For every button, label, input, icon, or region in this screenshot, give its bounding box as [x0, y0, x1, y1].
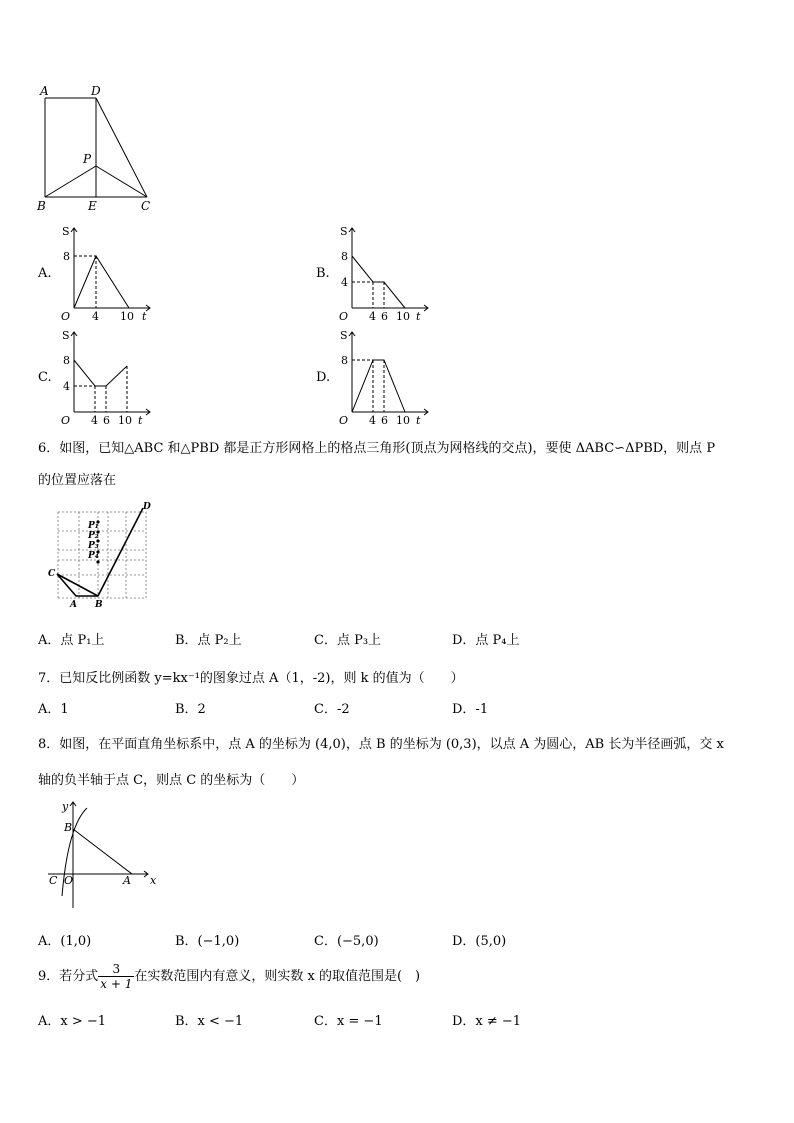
q7-option-c[interactable]: C．-2 — [314, 702, 350, 717]
axis-s-label: S — [340, 225, 348, 238]
label-B: B — [37, 199, 46, 213]
origin-label: O — [61, 414, 71, 426]
axis-s-label: S — [62, 225, 70, 238]
q6-option-a[interactable]: A．点 P₁上 — [38, 633, 105, 648]
label-B: B — [64, 821, 73, 834]
label-P4: P₄ — [88, 551, 99, 561]
label-C: C — [48, 569, 56, 579]
origin-label: O — [339, 414, 349, 426]
graph-option-c — [58, 326, 158, 426]
tick-y-4: 4 — [341, 276, 348, 289]
q9-prefix: 9．若分式 — [38, 969, 99, 984]
tick-y-4: 4 — [63, 380, 70, 393]
q7-option-b[interactable]: B．2 — [175, 702, 206, 717]
q8-option-c[interactable]: C．(−5,0) — [314, 934, 379, 949]
graph-option-b — [336, 222, 436, 322]
label-C: C — [141, 199, 151, 213]
axis-x-label: x — [150, 874, 157, 887]
q8-option-b[interactable]: B．(−1,0) — [175, 934, 240, 949]
tick-y-8: 8 — [341, 354, 348, 367]
tick-x-10: 10 — [120, 310, 134, 322]
q8-option-d[interactable]: D．(5,0) — [452, 934, 507, 949]
fraction-denominator: x + 1 — [100, 977, 133, 991]
origin-label: O — [61, 310, 71, 322]
option-c-label[interactable]: C. — [38, 370, 52, 385]
tick-x-6: 6 — [381, 414, 388, 426]
q7-option-a[interactable]: A．1 — [38, 702, 69, 717]
label-A: A — [123, 874, 131, 887]
axis-t-label: t — [416, 310, 421, 322]
option-b-label[interactable]: B. — [316, 266, 330, 281]
label-A: A — [40, 84, 49, 98]
origin-label: O — [339, 310, 349, 322]
q7-text: 7．已知反比例函数 y=kx⁻¹的图象过点 A（1，-2)，则 k 的值为（ ） — [38, 671, 464, 686]
q8-text-line2: 轴的负半轴于点 C，则点 C 的坐标为（ ） — [38, 773, 305, 788]
tick-y-8: 8 — [341, 250, 348, 263]
option-d-label[interactable]: D. — [316, 370, 331, 385]
label-P: P — [83, 152, 92, 166]
tick-x-10: 10 — [396, 414, 410, 426]
fraction-numerator: 3 — [98, 962, 134, 977]
q7-option-d[interactable]: D．-1 — [452, 702, 489, 717]
axis-s-label: S — [340, 329, 348, 342]
axis-t-label: t — [138, 414, 143, 426]
q6-option-d[interactable]: D．点 P₄上 — [452, 633, 520, 648]
tick-x-10: 10 — [118, 414, 132, 426]
tick-x-4: 4 — [92, 310, 99, 322]
q9-option-a[interactable]: A．x > −1 — [38, 1014, 107, 1029]
q9-option-c[interactable]: C．x = −1 — [314, 1014, 383, 1029]
label-B: B — [95, 600, 103, 610]
tick-x-4: 4 — [369, 414, 376, 426]
q6-text-line2: 的位置应落在 — [38, 473, 117, 488]
label-P3: P₃ — [88, 541, 99, 551]
graph-option-a — [58, 222, 158, 322]
tick-y-8: 8 — [63, 354, 70, 367]
option-a-label[interactable]: A. — [38, 266, 52, 281]
label-A: A — [70, 600, 77, 610]
q9-fraction — [98, 962, 134, 991]
trapezoid-figure — [36, 84, 156, 214]
grid-triangle-figure — [46, 500, 156, 612]
q9-option-d[interactable]: D．x ≠ −1 — [452, 1014, 522, 1029]
q8-option-a[interactable]: A．(1,0) — [38, 934, 92, 949]
axis-s-label: S — [62, 329, 70, 342]
label-D: D — [143, 502, 151, 512]
q8-text-line1: 8．如图，在平面直角坐标系中，点 A 的坐标为 (4,0)，点 B 的坐标为 (0,3)，以点 A 为圆心，AB 长为半径画弧，交 x — [38, 737, 724, 752]
tick-x-4: 4 — [91, 414, 98, 426]
label-E: E — [88, 199, 97, 213]
q6-option-c[interactable]: C．点 P₃上 — [314, 633, 382, 648]
label-D: D — [91, 84, 101, 98]
axis-y-label: y — [62, 800, 69, 813]
tick-x-4: 4 — [369, 310, 376, 322]
axis-t-label: t — [416, 414, 421, 426]
graph-option-d — [336, 326, 436, 426]
axis-t-label: t — [142, 310, 147, 322]
tick-x-6: 6 — [103, 414, 110, 426]
label-C: C — [49, 874, 58, 887]
label-O: O — [64, 874, 74, 887]
label-P1: P₁ — [88, 521, 99, 531]
tick-x-10: 10 — [396, 310, 410, 322]
q9-text — [38, 962, 420, 991]
q6-option-b[interactable]: B．点 P₂上 — [175, 633, 242, 648]
label-P2: P₂ — [88, 531, 99, 541]
tick-y-8: 8 — [63, 250, 70, 263]
tick-x-6: 6 — [381, 310, 388, 322]
q9-option-b[interactable]: B．x < −1 — [175, 1014, 244, 1029]
q6-text-line1: 6．如图，已知△ABC 和△PBD 都是正方形网格上的格点三角形(顶点为网格线的交点)，要使 ΔABC∽ΔPBD，则点 P — [38, 441, 716, 456]
q9-suffix: 在实数范围内有意义，则实数 x 的取值范围是( ) — [134, 969, 421, 984]
coordinate-arc-figure — [40, 796, 160, 911]
